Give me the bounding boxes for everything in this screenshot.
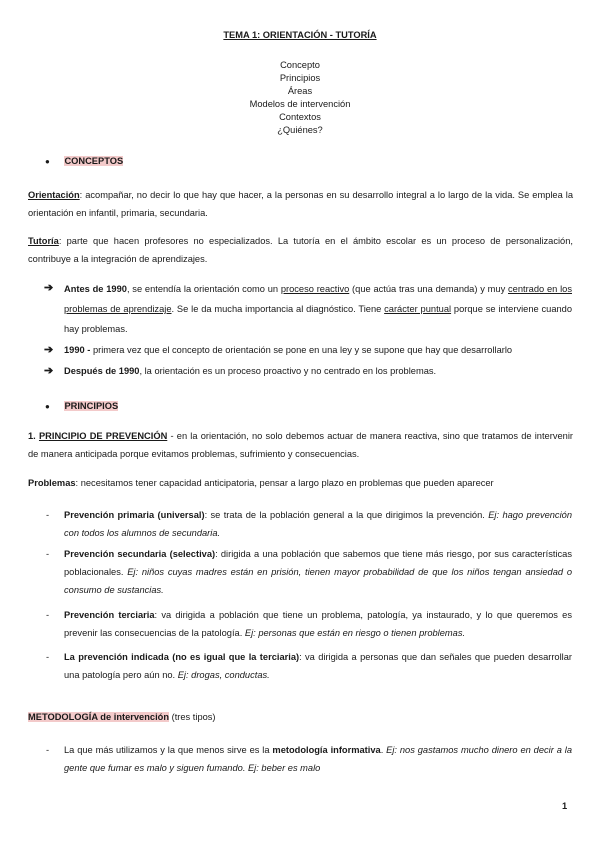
bold-text: Después de 1990: [64, 366, 140, 376]
paragraph-problemas: [28, 474, 576, 492]
example-text: Ej: hago prevención con todos los alumnos de secundaria.: [64, 510, 572, 538]
text: : se trata de la población general a la que dirigimos la prevención.: [204, 510, 489, 520]
list-item-prevencion-terciaria: [64, 606, 572, 642]
bold-text: Prevención primaria (universal): [64, 510, 205, 520]
text: (que actúa tras una demanda) y muy: [349, 284, 509, 294]
section-heading-conceptos: [45, 152, 123, 171]
arrow-icon: [44, 341, 53, 359]
list-item-prevencion-indicada: [64, 648, 572, 684]
example-text: Ej: nos gastamos mucho dinero en decir a la gente que fumar es malo y siguen fumando. Ej: beber es malo: [64, 745, 572, 773]
text: - en la orientación, no solo debemos actuar de manera reactiva, sino que tratamos de intervenir de manera anticipada porque evitamos problemas, sufrimiento y consecuencias.: [28, 431, 573, 459]
list-item-antes-1990: [64, 279, 572, 339]
term: Tutoría: [28, 236, 59, 246]
document-title-row: [0, 26, 600, 44]
table-of-contents: [0, 59, 600, 137]
list-item-despues-1990: [64, 362, 576, 380]
example-text: Ej: drogas, conductas.: [177, 670, 270, 680]
dash-icon: -: [46, 652, 50, 662]
example-text: Ej: personas que están en riesgo o tienen problemas.: [244, 628, 466, 638]
example-text: Ej: niños cuyas madres están en prisión, tienen mayor probabilidad de que los niños tengan ansiedad o consumo de sustancias.: [64, 567, 572, 595]
section-heading-principios: [45, 397, 118, 416]
heading-suffix: (tres tipos): [169, 712, 216, 722]
paragraph-tutoria: [28, 232, 573, 268]
document-title: TEMA 1: ORIENTACIÓN - TUTORÍA: [223, 30, 377, 40]
bullet-icon: ●: [45, 157, 50, 166]
text: , se entendía la orientación como un: [126, 284, 281, 294]
text: porque se interviene cuando hay problemas.: [64, 304, 573, 334]
bullet-icon: ●: [45, 402, 50, 411]
underlined-text: proceso reactivo: [280, 284, 350, 294]
bold-text: Prevención secundaria (selectiva): [64, 549, 216, 559]
term: Orientación: [28, 190, 80, 200]
toc-item: Contextos: [279, 112, 321, 122]
toc-item: Modelos de intervención: [249, 99, 351, 109]
underlined-text: centrado en los problemas de aprendizaje: [64, 284, 572, 314]
toc-item: Concepto: [280, 60, 320, 70]
text: : va dirigida a personas que dan señales que pueden desarrollar una patología pero aún no.: [64, 652, 572, 680]
arrow-icon: [44, 362, 53, 380]
toc-item: Áreas: [287, 86, 313, 96]
list-item-1990: [64, 341, 576, 359]
text: . Se le da mucha importancia al diagnóstico. Tiene: [171, 304, 385, 314]
section-title: CONCEPTOS: [64, 156, 124, 166]
bold-text: 1990 -: [64, 345, 91, 355]
arrow-icon: [44, 279, 53, 297]
number: 1.: [28, 431, 36, 441]
toc-item: ¿Quiénes?: [277, 125, 323, 135]
paragraph-principio-prevencion: [28, 427, 573, 463]
arrow-glyph: ➔: [44, 365, 54, 377]
text: .: [380, 745, 387, 755]
list-item-metodologia-informativa: [64, 741, 572, 777]
bold-text: La prevención indicada (no es igual que la terciaria): [64, 652, 300, 662]
toc-item: Principios: [279, 73, 321, 83]
bold-text: Prevención terciaria: [64, 610, 155, 620]
heading-text: METODOLOGÍA de intervención: [28, 712, 170, 722]
dash-icon: -: [46, 510, 50, 520]
text: : va dirigida a población que tiene un problema, patología, ya instaurado, y lo que queremos es prevenir las consecuencias de la patología.: [64, 610, 572, 638]
section-title: PRINCIPIOS: [64, 401, 119, 411]
arrow-glyph: ➔: [44, 282, 54, 294]
bold-text: metodología informativa: [272, 745, 381, 755]
dash-icon: -: [46, 549, 50, 559]
text: primera vez que el concepto de orientación se pone en una ley y se supone que hay que desarrollarlo: [90, 345, 513, 355]
paragraph-orientacion: [28, 186, 573, 222]
term: Problemas: [28, 478, 76, 488]
list-item-prevencion-primaria: [64, 506, 572, 542]
principle-title: PRINCIPIO DE PREVENCIÓN: [38, 431, 168, 441]
dash-icon: -: [46, 610, 50, 620]
arrow-glyph: ➔: [44, 344, 54, 356]
text: La que más utilizamos y la que menos sirve es la: [64, 745, 273, 755]
list-item-prevencion-secundaria: [64, 545, 572, 599]
metodologia-heading: [28, 708, 216, 726]
text: : dirigida a una población que sabemos que tiene más riesgo, por sus características poblacionales.: [64, 549, 572, 577]
definition: : acompañar, no decir lo que hay que hacer, a la personas en su desarrollo integral a lo largo de la vida. Se emplea la orientación en infantil, primaria, secundaria.: [28, 190, 573, 218]
page-number: 1: [562, 801, 568, 811]
text: , la orientación es un proceso proactivo y no centrado en los problemas.: [139, 366, 437, 376]
definition: : parte que hacen profesores no especializados. La tutoría en el ámbito escolar es un proceso de personalización, contribuye a la integración de aprendizajes.: [28, 236, 573, 264]
bold-text: Antes de 1990: [64, 284, 127, 294]
dash-icon: -: [46, 745, 50, 755]
underlined-text: carácter puntual: [384, 304, 452, 314]
text: : necesitamos tener capacidad anticipatoria, pensar a largo plazo en problemas que pueden aparecer: [75, 478, 494, 488]
